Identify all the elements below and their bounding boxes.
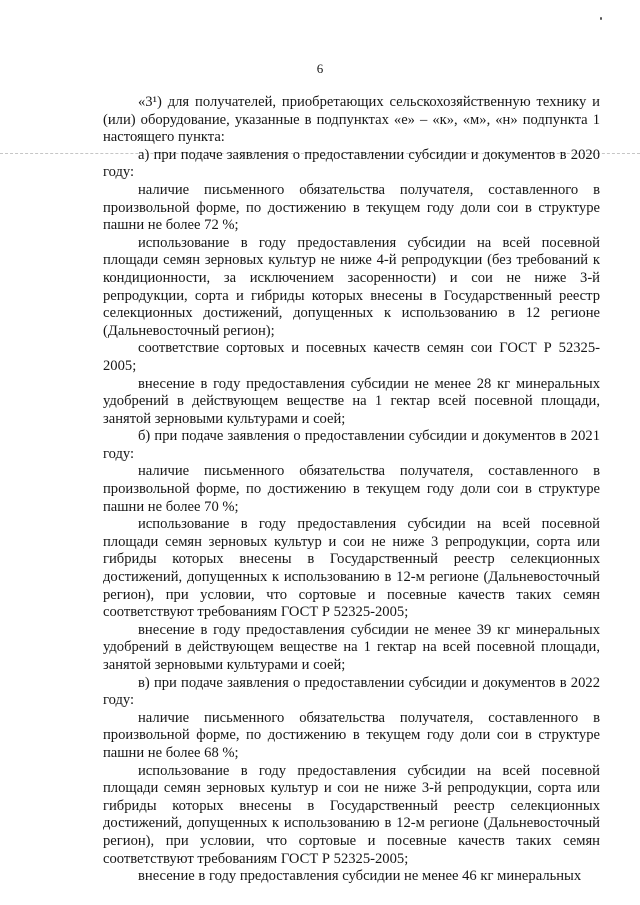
paragraph: внесение в году предоставления субсидии не менее 28 кг минеральных удобрений в действующем веществе на 1 гектар всей посевной площади, занятой зерновыми культурами и соей; (103, 375, 600, 427)
paragraph: использование в году предоставления субсидии на всей посевной площади семян зерновых культур и сои не ниже 3-й репродукции, сорта или гибриды которых внесены в Государственный реестр селекционных достижений, допущенных к использованию в 12-м регионе (Дальневосточный регион), при условии, что сортовые и посевные качеств таких семян соответствуют требованиям ГОСТ Р 52325-2005; (103, 762, 600, 867)
scan-speck (600, 17, 602, 20)
paragraph: наличие письменного обязательства получателя, составленного в произвольной форме, по достижению в текущем году доли сои в структуре пашни не более 70 %; (103, 463, 600, 515)
document-body (103, 94, 600, 886)
paragraph: в) при подаче заявления о предоставлении субсидии и документов в 2022 году: (103, 674, 600, 709)
page-number: 6 (316, 61, 324, 76)
paragraph: «3¹) для получателей, приобретающих сельскохозяйственную технику и (или) оборудование, указанные в подпунктах «е» – «к», «м», «н» подпункта 1 настоящего пункта: (103, 94, 600, 146)
paragraph: внесение в году предоставления субсидии не менее 39 кг минеральных удобрений в действующем веществе на 1 гектар на всей посевной площади, занятой зерновыми культурами и соей; (103, 621, 600, 673)
paragraph: использование в году предоставления субсидии на всей посевной площади семян зерновых культур и сои не ниже 3 репродукции, сорта или гибриды которых внесены в Государственный реестр селекционных достижений, допущенных к использованию в 12-м регионе (Дальневосточный регион), при условии, что сортовые и посевные качеств таких семян соответствуют требованиям ГОСТ Р 52325-2005; (103, 516, 600, 621)
paragraph: наличие письменного обязательства получателя, составленного в произвольной форме, по достижению в текущем году доли сои в структуре пашни не более 72 %; (103, 181, 600, 234)
paragraph: а) при подаче заявления о предоставлении субсидии и документов в 2020 году: (103, 146, 600, 181)
paragraph: наличие письменного обязательства получателя, составленного в произвольной форме, по достижению в текущем году доли сои в структуре пашни не более 68 %; (103, 709, 600, 761)
paragraph: внесение в году предоставления субсидии не менее 46 кг минеральных (138, 868, 582, 885)
paragraph: использование в году предоставления субсидии на всей посевной площади семян зерновых культур не ниже 4-й репродукции (без требований к кондиционности, за исключением засоренности) и сои не ниже 3-й репродукции, сорта и гибриды которых внесены в Государственный реестр селекционных достижений, допущенных к использованию в 12 регионе (Дальневосточный регион); (103, 234, 600, 339)
paragraph: соответствие сортовых и посевных качеств семян сои ГОСТ Р 52325-2005; (103, 340, 600, 374)
paragraph: б) при подаче заявления о предоставлении субсидии и документов в 2021 году: (103, 428, 600, 462)
